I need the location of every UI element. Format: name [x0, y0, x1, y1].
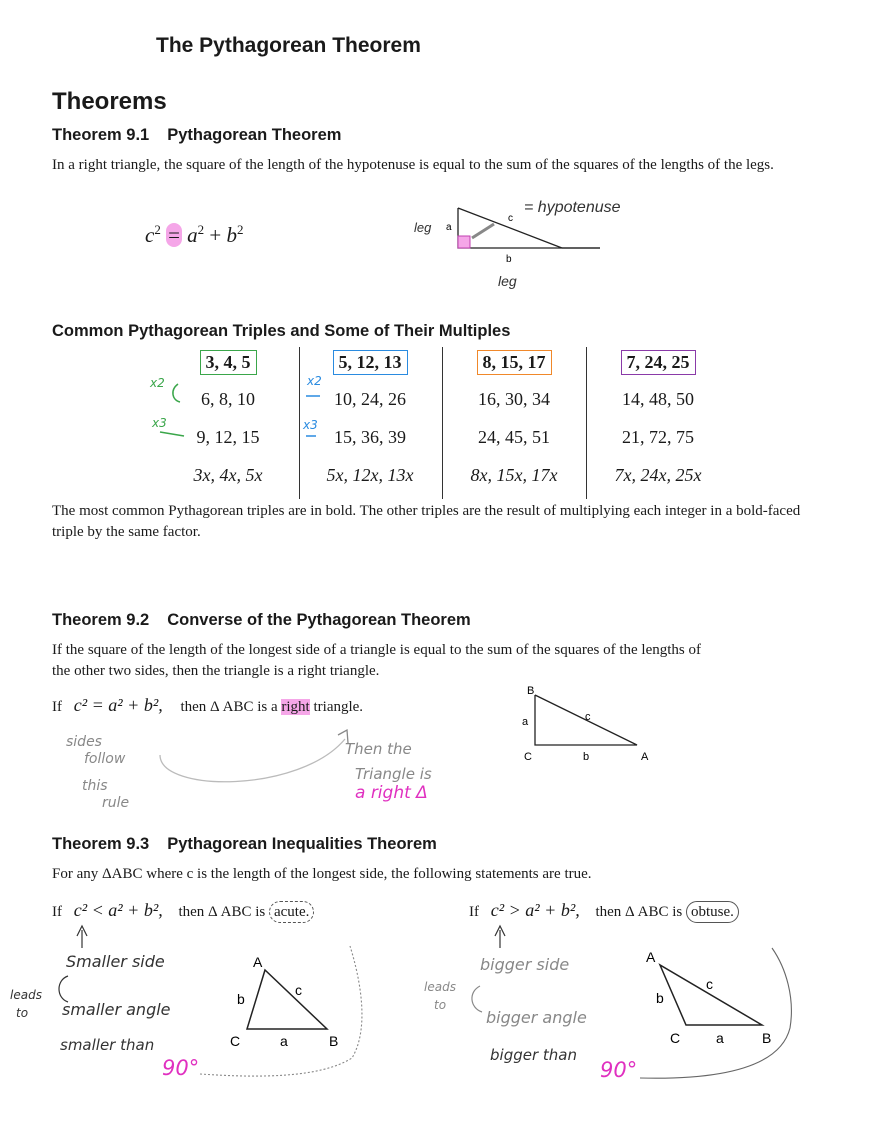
eq-exp: 2 — [237, 222, 244, 237]
leads-to-note — [10, 988, 42, 1020]
side-c-label: c — [706, 976, 713, 992]
if-word: If — [469, 904, 479, 920]
theorem-9-3-heading — [52, 835, 437, 854]
triple-row: 16, 30, 34 — [478, 389, 550, 409]
side-c-label: c — [585, 711, 591, 723]
hypotenuse-note: = hypotenuse — [524, 199, 621, 216]
converse-equation: c² = a² + b², — [73, 695, 163, 715]
side-a-label: a — [522, 716, 529, 728]
eq-exp: 2 — [197, 222, 205, 237]
triple-row: 7x, 24x, 25x — [614, 465, 702, 485]
triple-row: 15, 36, 39 — [334, 427, 406, 447]
times-three-note: x3 — [303, 418, 318, 432]
theorem-9-1-heading — [52, 126, 341, 145]
leg-note-left: leg — [414, 220, 432, 235]
times-three-note: x3 — [152, 416, 167, 430]
side-b-label: b — [656, 990, 664, 1006]
triple-row: 9, 12, 15 — [196, 427, 260, 447]
note-line: Then the — [345, 740, 412, 758]
bigger-side-note: bigger side — [480, 955, 570, 974]
note-line: to — [16, 1006, 29, 1020]
side-b-label: b — [237, 991, 245, 1007]
leads-to-note — [424, 980, 456, 1012]
multiplier-arrows — [150, 380, 320, 450]
bold-triple: 3, 4, 5 — [200, 350, 257, 375]
triple-row: 14, 48, 50 — [622, 389, 694, 409]
column-divider — [442, 347, 443, 499]
vertex-B: B — [329, 1033, 339, 1049]
theorem-number: Theorem 9.3 — [52, 835, 150, 853]
page-title: The Pythagorean Theorem — [156, 34, 421, 57]
triple-row: 10, 24, 26 — [334, 389, 406, 409]
vertex-A: A — [641, 751, 649, 763]
note-line: leads — [10, 988, 42, 1002]
side-b-label: b — [583, 751, 590, 763]
eq-exp: 2 — [154, 222, 161, 237]
eq-b: b — [226, 223, 238, 247]
acute-equation: c² < a² + b², — [73, 900, 163, 920]
smaller-than-note: smaller than — [60, 1036, 155, 1054]
smaller-side-note: Smaller side — [66, 952, 165, 971]
vertex-B: B — [527, 685, 535, 697]
eq-equals: = — [168, 223, 180, 247]
right-triangle-figure — [400, 190, 660, 300]
smaller-angle-note: smaller angle — [62, 1000, 171, 1019]
triple-col-3 — [449, 350, 579, 494]
then-text: then Δ ABC is — [178, 904, 266, 920]
note-line: follow — [84, 751, 126, 767]
bigger-than-note: bigger than — [490, 1046, 577, 1064]
then-text: then Δ ABC is a — [180, 699, 278, 715]
bold-triple: 5, 12, 13 — [333, 350, 408, 375]
then-text: then Δ ABC is — [595, 904, 683, 920]
triple-row: 24, 45, 51 — [478, 427, 550, 447]
if-word: If — [52, 699, 62, 715]
then-right-note — [345, 740, 432, 803]
vertex-C: C — [524, 751, 532, 763]
pythagorean-equation — [145, 222, 244, 248]
theorem-9-3-statement: For any ΔABC where c is the length of the longest side, the following statements are true. — [52, 866, 592, 882]
triple-row: 21, 72, 75 — [622, 427, 694, 447]
note-line: sides — [66, 734, 102, 750]
theorem-name: Pythagorean Theorem — [167, 126, 342, 144]
obtuse-result: obtuse. — [686, 901, 739, 923]
theorem-9-2-statement: If the square of the length of the longest side of a triangle is equal to the sum of the squares of the lengths of the other two sides, then the triangle is a right triangle. — [52, 642, 701, 679]
sides-follow-note — [66, 734, 129, 812]
note-line: to — [434, 998, 447, 1012]
side-c-label: c — [295, 982, 302, 998]
triple-row: 3x, 4x, 5x — [193, 465, 263, 485]
vertex-C: C — [230, 1033, 241, 1049]
eq-c: c — [145, 223, 155, 247]
times-two-note: x2 — [307, 374, 322, 388]
eq-plus: + — [209, 223, 222, 247]
note-line: this — [82, 778, 108, 794]
side-a-label: a — [280, 1033, 288, 1049]
theorem-number: Theorem 9.2 — [52, 611, 150, 629]
bold-triple: 8, 15, 17 — [477, 350, 552, 375]
vertex-C: C — [670, 1030, 681, 1046]
section-heading: Theorems — [52, 88, 167, 115]
theorem-9-2-heading — [52, 611, 471, 630]
converse-condition — [52, 695, 363, 716]
side-a-label: a — [716, 1030, 724, 1046]
theorem-name: Pythagorean Inequalities Theorem — [167, 835, 437, 853]
leg-note-bottom: leg — [498, 273, 517, 289]
vertex-A: A — [646, 949, 656, 965]
triple-row: 8x, 15x, 17x — [470, 465, 558, 485]
triple-row: 5x, 12x, 13x — [326, 465, 414, 485]
note-line: leads — [424, 980, 456, 994]
ninety-degrees-note: 90° — [162, 1056, 200, 1080]
times-two-note: x2 — [150, 376, 165, 390]
side-c-label: c — [508, 213, 513, 224]
side-b-label: b — [506, 254, 512, 265]
bigger-angle-note: bigger angle — [486, 1008, 587, 1027]
bold-triple: 7, 24, 25 — [621, 350, 696, 375]
column-divider — [586, 347, 587, 499]
ninety-degrees-note: 90° — [600, 1058, 638, 1082]
triple-row: 6, 8, 10 — [201, 389, 255, 409]
note-line: a right Δ — [355, 783, 428, 803]
converse-triangle-figure — [515, 683, 665, 768]
eq-a: a — [187, 223, 198, 247]
obtuse-equation: c² > a² + b², — [490, 900, 580, 920]
triple-col-4 — [593, 350, 723, 494]
if-word: If — [52, 904, 62, 920]
triples-footnote: The most common Pythagorean triples are in bold. The other triples are the result of multiplying each integer in a bold-faced triple by the same factor. — [52, 503, 801, 540]
note-line: Triangle is — [355, 765, 432, 783]
theorem-name: Converse of the Pythagorean Theorem — [167, 611, 471, 629]
vertex-A: A — [253, 954, 263, 970]
note-line: rule — [102, 795, 130, 811]
side-a-label: a — [446, 222, 452, 233]
vertex-B: B — [762, 1030, 772, 1046]
triple-col-2 — [305, 350, 435, 494]
implication-arrow — [150, 725, 360, 800]
acute-result: acute. — [269, 901, 314, 923]
triangle-word: triangle. — [313, 699, 364, 715]
right-word: right — [281, 699, 310, 715]
theorem-number: Theorem 9.1 — [52, 126, 150, 144]
theorem-9-1-statement: In a right triangle, the square of the length of the hypotenuse is equal to the sum of the squares of the lengths of the legs. — [52, 157, 774, 173]
triples-heading: Common Pythagorean Triples and Some of Their Multiples — [52, 322, 511, 340]
